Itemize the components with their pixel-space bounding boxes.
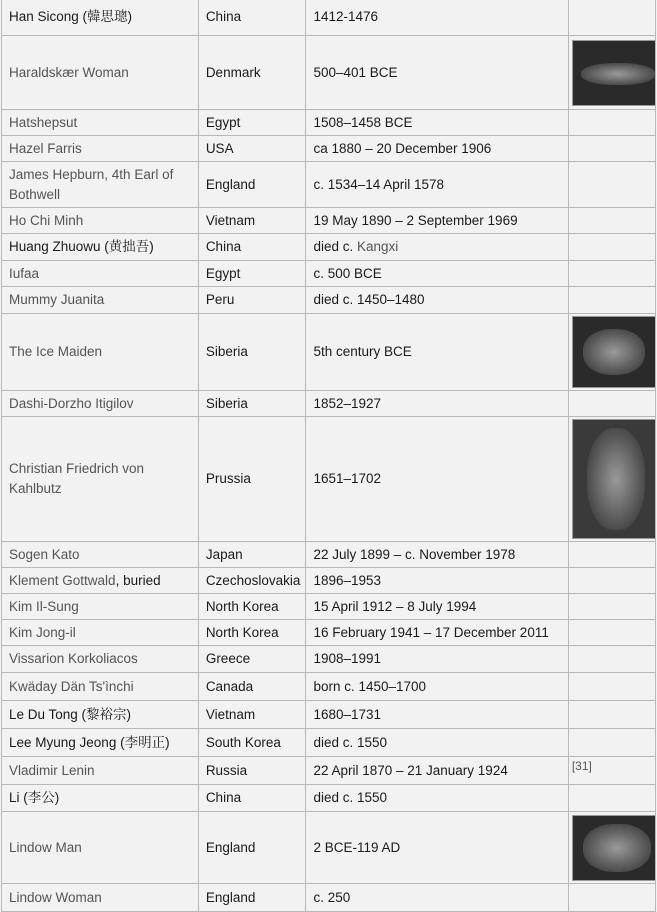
- dates-label: 16 February 1941 – 17 December 2011: [313, 624, 549, 640]
- mummy-photo-thumbnail[interactable]: [572, 419, 656, 539]
- dates-label: 19 May 1890 – 2 September 1969: [313, 212, 518, 228]
- person-name-link[interactable]: Christian Friedrich von Kahlbutz: [9, 461, 145, 496]
- person-name-link[interactable]: Klement Gottwald: [9, 572, 116, 588]
- person-name[interactable]: Huang Zhuowu (黄拙吾): [9, 239, 154, 254]
- person-name-link[interactable]: Iufaa: [9, 265, 40, 281]
- country-label[interactable]: USA: [205, 140, 234, 156]
- person-name-link[interactable]: Kwäday Dän Ts'ìnchi: [9, 678, 134, 694]
- dates-label: 22 July 1899 – c. November 1978: [313, 546, 516, 562]
- table-row: [2, 701, 656, 729]
- dates-label: 1508–1458 BCE: [313, 114, 413, 130]
- name-cell[interactable]: [2, 0, 199, 36]
- dates-label: c. 250: [313, 889, 351, 905]
- image-cell: [568, 314, 655, 391]
- table-row: [2, 36, 656, 110]
- table-row: [2, 417, 656, 542]
- dates-label: 15 April 1912 – 8 July 1994: [313, 598, 477, 614]
- dates-label: 1852–1927: [313, 395, 382, 411]
- person-name[interactable]: Han Sicong (韓思璁): [9, 8, 133, 24]
- country-label[interactable]: North Korea: [205, 624, 279, 640]
- table-row: [2, 391, 656, 417]
- dates-label: c. 500 BCE: [313, 265, 382, 281]
- country-label[interactable]: Peru: [205, 292, 235, 307]
- table-row: [2, 729, 656, 757]
- country-label[interactable]: Vietnam: [205, 706, 256, 722]
- dates-label: 1412-1476: [313, 8, 378, 24]
- person-name-link[interactable]: James Hepburn, 4th Earl of Bothwell: [9, 166, 174, 202]
- dates-label: 2 BCE-119 AD: [313, 839, 401, 855]
- dates-label: 500–401 BCE: [313, 64, 398, 80]
- person-name-link[interactable]: Haraldskær Woman: [9, 64, 129, 80]
- reference-link[interactable]: [31]: [571, 758, 592, 773]
- country-label[interactable]: Russia: [205, 762, 248, 778]
- person-name-link[interactable]: Mummy Juanita: [9, 292, 105, 307]
- country-label[interactable]: China: [205, 8, 242, 24]
- dates-label: 5th century BCE: [313, 344, 412, 359]
- country-label[interactable]: Japan: [205, 546, 243, 562]
- mummy-figure-icon: [583, 329, 645, 375]
- image-cell: [568, 36, 655, 110]
- country-label[interactable]: South Korea: [205, 734, 281, 750]
- dates-label: died c. 1550: [313, 734, 387, 750]
- person-name-link[interactable]: Dashi-Dorzho Itigilov: [9, 395, 134, 411]
- dates-label: 1908–1991: [313, 651, 382, 666]
- kangxi-link[interactable]: Kangxi: [356, 239, 399, 254]
- table-row: [2, 542, 656, 568]
- person-name-link[interactable]: Kim Il-Sung: [9, 598, 79, 614]
- person-name-link[interactable]: Lindow Man: [9, 839, 82, 855]
- image-cell: [568, 0, 655, 36]
- person-name-link[interactable]: Kim Jong-il: [9, 624, 76, 640]
- person-name-link[interactable]: Ho Chi Minh: [9, 212, 84, 228]
- dates-label: 1651–1702: [313, 471, 382, 486]
- table-row: [2, 287, 656, 314]
- person-name[interactable]: Lee Myung Jeong (李明正): [9, 734, 170, 750]
- mummy-photo-thumbnail[interactable]: [572, 316, 656, 388]
- mummy-figure-icon: [587, 428, 645, 530]
- dates-label: born c. 1450–1700: [313, 678, 427, 694]
- table-row: [2, 314, 656, 391]
- mummy-photo-thumbnail[interactable]: [572, 40, 656, 106]
- country-label[interactable]: Canada: [205, 678, 254, 694]
- image-cell: [568, 417, 655, 542]
- person-name[interactable]: Li (李公): [9, 790, 60, 805]
- dates-label: 1680–1731: [313, 706, 382, 722]
- country-label[interactable]: Egypt: [205, 114, 241, 130]
- mummy-figure-icon: [581, 63, 655, 85]
- mummies-table: [1, 0, 656, 912]
- table-row: [2, 594, 656, 620]
- country-label[interactable]: England: [205, 889, 256, 905]
- person-name-link[interactable]: Lindow Woman: [9, 889, 102, 905]
- table-row: [2, 785, 656, 812]
- table-row: [2, 162, 656, 208]
- table-row: [2, 757, 656, 785]
- dates-cell: [306, 0, 568, 36]
- country-label[interactable]: Siberia: [205, 395, 248, 411]
- table-row: [2, 646, 656, 673]
- table-row: [2, 136, 656, 162]
- country-label[interactable]: Prussia: [205, 471, 251, 486]
- table-row: [2, 110, 656, 136]
- person-name-link[interactable]: Vissarion Korkoliacos: [9, 651, 138, 666]
- table-row: [2, 261, 656, 287]
- table-row: [2, 620, 656, 646]
- table-row: [2, 884, 656, 912]
- country-label[interactable]: England: [205, 839, 256, 855]
- table-row: [2, 0, 656, 36]
- table-row: [2, 673, 656, 701]
- dates-label: c. 1534–14 April 1578: [313, 176, 445, 192]
- country-label[interactable]: Czechoslovakia: [205, 572, 301, 588]
- image-cell: [568, 812, 655, 884]
- person-name[interactable]: Le Du Tong (黎裕宗): [9, 706, 132, 722]
- table-row: [2, 568, 656, 594]
- country-label[interactable]: North Korea: [205, 598, 279, 614]
- country-label[interactable]: Denmark: [205, 64, 261, 80]
- country-cell: [198, 0, 306, 36]
- person-name-link[interactable]: Vladimir Lenin: [9, 762, 95, 778]
- mummy-figure-icon: [583, 824, 651, 872]
- country-label[interactable]: Greece: [205, 651, 251, 666]
- person-name-link[interactable]: Sogen Kato: [9, 546, 80, 562]
- mummy-photo-thumbnail[interactable]: [572, 815, 656, 881]
- dates-label: 1896–1953: [313, 572, 382, 588]
- country-label[interactable]: Siberia: [205, 344, 248, 359]
- dates-label: died c. 1450–1480: [313, 292, 425, 307]
- country-label[interactable]: England: [205, 176, 256, 192]
- table-row: [2, 208, 656, 234]
- name-suffix: , buried: [115, 572, 161, 588]
- country-label[interactable]: Egypt: [205, 265, 241, 281]
- country-label[interactable]: China: [205, 239, 242, 254]
- table-row: [2, 812, 656, 884]
- table-row: [2, 234, 656, 261]
- person-name-link[interactable]: The Ice Maiden: [9, 344, 103, 359]
- dates-label: 22 April 1870 – 21 January 1924: [313, 762, 508, 778]
- dates-label: ca 1880 – 20 December 1906: [313, 140, 492, 156]
- dates-label: died c.: [313, 239, 354, 254]
- person-name-link[interactable]: Hatshepsut: [9, 114, 78, 130]
- person-name-link[interactable]: Hazel Farris: [9, 140, 82, 156]
- country-label[interactable]: Vietnam: [205, 212, 256, 228]
- country-label[interactable]: China: [205, 790, 242, 805]
- dates-label: died c. 1550: [313, 790, 387, 805]
